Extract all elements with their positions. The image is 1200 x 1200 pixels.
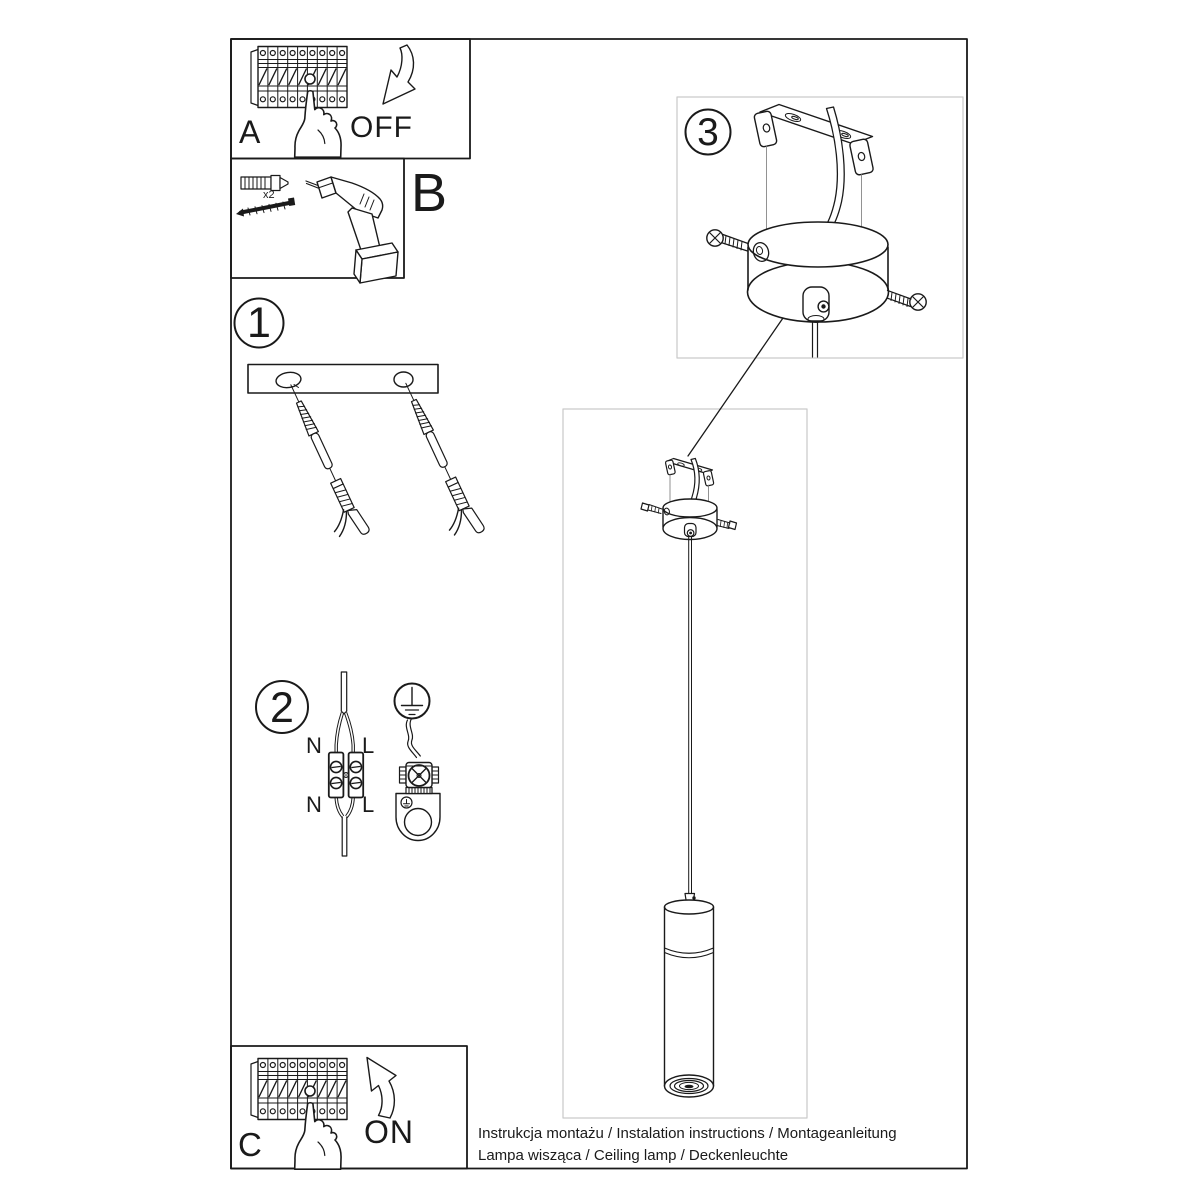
step-3-number: 3 [697, 111, 719, 154]
wire-label-n-top: N [306, 733, 322, 758]
ground-symbol-icon [395, 684, 430, 719]
step-2-number: 2 [270, 684, 294, 732]
leader-line [688, 318, 783, 456]
wire-label-n-bottom: N [306, 792, 322, 817]
drill-icon [306, 177, 398, 283]
off-arrow-icon [383, 45, 415, 104]
page-frame [231, 39, 967, 1169]
off-label: OFF [350, 111, 413, 144]
panel-c-label: C [238, 1126, 262, 1163]
anchor-screw-right [385, 379, 485, 544]
canopy-screw-left [707, 230, 748, 251]
panel-a-label: A [239, 114, 261, 150]
power-cable [335, 672, 354, 753]
on-label: ON [364, 1114, 414, 1150]
output-wires [335, 798, 354, 857]
pendant-canopy [663, 499, 717, 540]
canopy-screw-right [887, 291, 926, 311]
wire-label-l-top: L [362, 733, 375, 758]
anchor-screw-left [270, 381, 370, 546]
pendant-screw-right [717, 520, 737, 530]
anchor-qty-label: x2 [263, 189, 275, 201]
pendant-bracket [665, 459, 714, 487]
wire-label-l-bottom: L [362, 792, 375, 817]
terminal-block [329, 753, 363, 798]
step-1-number: 1 [247, 299, 271, 347]
canopy [748, 222, 889, 357]
ceiling-bracket [754, 105, 874, 176]
panel-b-label: B [411, 163, 448, 223]
pendant-cord [689, 537, 692, 894]
on-arrow-icon [367, 1058, 396, 1119]
caption-line-2: Lampa wisząca / Ceiling lamp / Deckenleuchte [478, 1147, 789, 1164]
pendant-screw-left [641, 503, 662, 514]
ground-terminal-icon [396, 719, 440, 841]
caption-line-1: Instrukcja montażu / Instalation instructions / Montageanleitung [478, 1125, 897, 1142]
pendant-lamp [665, 894, 714, 1098]
